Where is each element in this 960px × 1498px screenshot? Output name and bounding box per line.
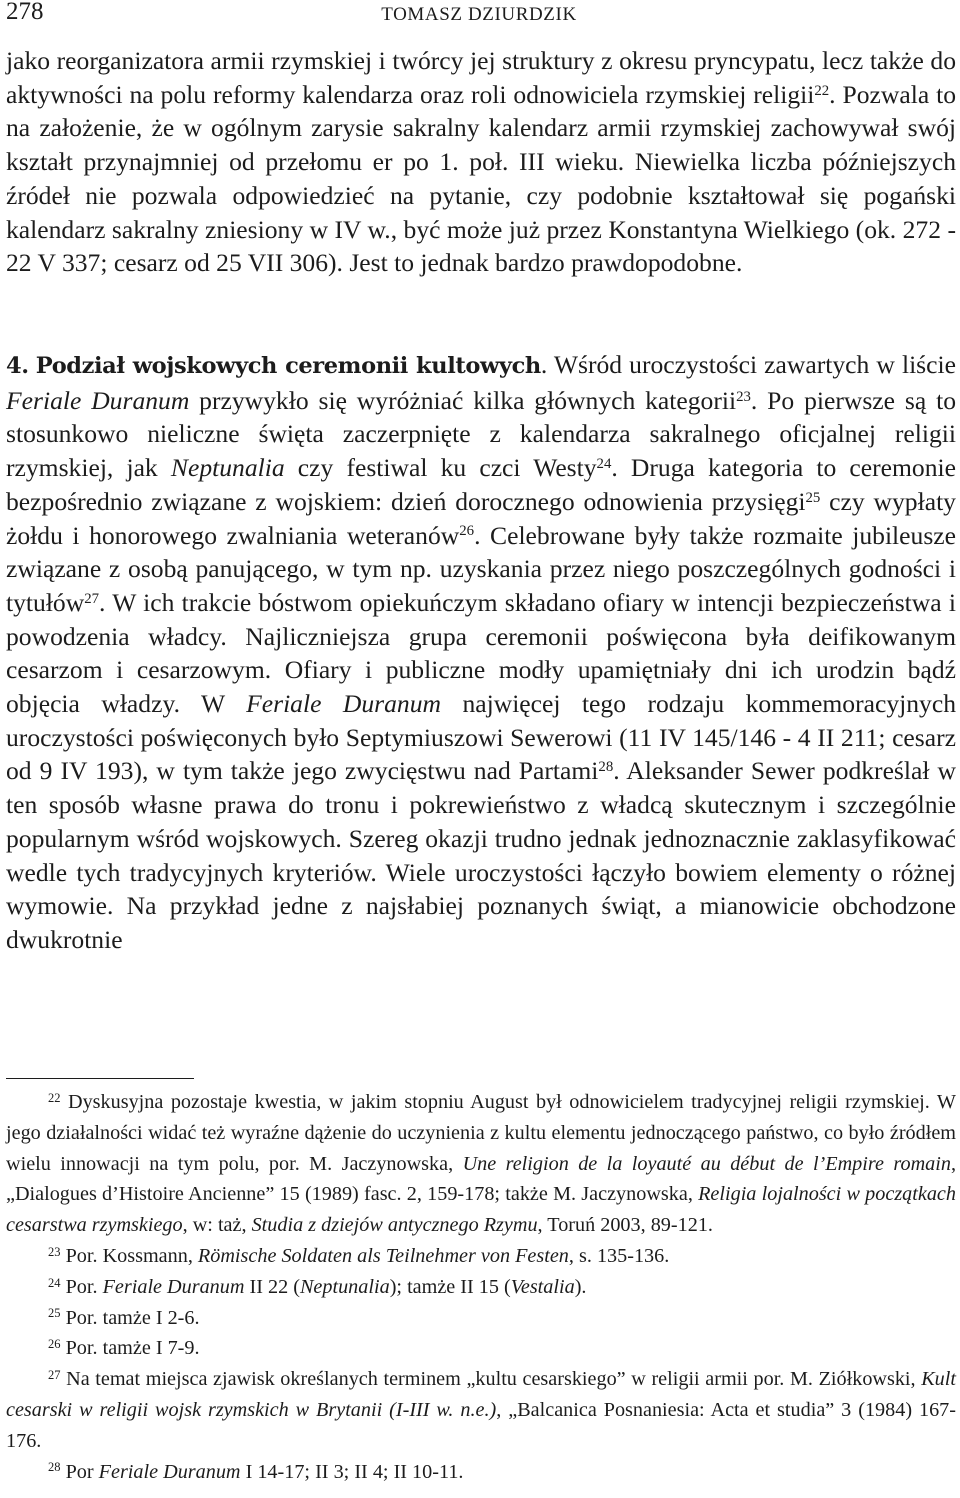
footnote-text: Dyskusyjna pozostaje kwestia, w jakim stopniu August był odnowicielem tradycyjnej religii rzymskiej. W jego działalności widać też wyraźne dążenie do uczynienia z kultu elementu jednoczącego państwo, co było źródłem wielu innowacji na tym polu, por. M. Jaczynowska, — [6, 1091, 956, 1175]
footnote-25 — [6, 1303, 956, 1334]
footnote-text: Por — [60, 1460, 99, 1483]
text-run: . W ich trakcie bóstwom opiekuńczym składano ofiary w intencji bezpieczeństwa i powodzenia władcy. Najliczniejsza grupa ceremonii poświęcona była deifikowanym cesarzom i cesarzowym. Ofiary i publiczne modły upamiętniały dni ich urodzin bądź objęcia władzy. W — [6, 587, 956, 719]
footnote-text: ); tamże II 15 ( — [389, 1275, 511, 1298]
section-number: 4. — [6, 353, 29, 379]
footnote-28 — [6, 1457, 956, 1488]
footnote-text: , w: taż, — [182, 1214, 252, 1237]
running-head-author: TOMASZ DZIURDZIK — [381, 4, 577, 25]
footnote-text: I 14-17; II 3; II 4; II 10-11. — [240, 1460, 464, 1483]
text-run: . Wśród uroczystości zawartych w liście — [540, 350, 956, 379]
footnote-text: Por. tamże I 7-9. — [60, 1337, 200, 1360]
text-run: . Celebrowane były także rozmaite jubileusze związane z osobą panującego, w tym np. uzyskania przez niego poszczególnych godności i tytułów — [6, 520, 956, 617]
italic-title: Feriale Duranum — [246, 689, 441, 719]
footnote-text: Por. — [60, 1275, 103, 1298]
footnote-number: 27 — [48, 1367, 61, 1382]
footnote-text: II 22 ( — [244, 1275, 300, 1298]
footnote-text: Por. tamże I 2-6. — [60, 1306, 200, 1329]
footnote-ref-25[interactable]: 25 — [805, 489, 821, 506]
citation-title: Feriale Duranum — [102, 1275, 245, 1298]
footnotes — [6, 1087, 956, 1487]
citation-title: Römische Soldaten als Teilnehmer von Festen — [197, 1244, 569, 1267]
footnote-separator — [6, 1078, 194, 1079]
text-run: . Pozwala to na założenie, że w ogólnym zarysie sakralny kalendarz armii rzymskiej zachowywał swój kształt przynajmniej od przełomu er po 1. poł. III wieku. Niewielka liczba późniejszych źródeł nie pozwala odpowiedzieć na pytanie, czy podobnie kształtował się pogański kalendarz sakralny zniesiony w IV w., być może już przez Konstantyna Wielkiego (ok. 272 - 22 V 337; cesarz od 25 VII 306). Jest to jednak bardzo prawdopodobne. — [6, 79, 956, 278]
text-run: najwięcej tego rodzaju kommemoracyjnych uroczystości poświęconych było Septymiuszowi Sewerowi (11 IV 145/146 - 4 II 211; cesarz od 9 IV 193), w tym także jego zwycięstwu nad Partami — [6, 689, 957, 786]
footnote-ref-28[interactable]: 28 — [598, 759, 614, 776]
footnote-text: , s. 135-136. — [568, 1244, 670, 1267]
italic-title: Feriale Duranum — [6, 385, 190, 415]
footnote-number: 26 — [48, 1337, 61, 1352]
footnote-ref-24[interactable]: 24 — [596, 455, 612, 472]
footnote-text: , „Balcanica Posnaniesia: Acta et studia” 3 (1984) 167-176. — [6, 1398, 956, 1452]
text-run: czy festiwal ku czci Westy — [284, 453, 597, 483]
footnote-ref-22[interactable]: 22 — [814, 82, 830, 99]
paragraph-1-text — [6, 44, 956, 280]
footnote-number: 28 — [48, 1460, 61, 1475]
text-run: czy wypłaty żołdu i honorowego zwalniania weteranów — [6, 486, 956, 550]
text-run: . Aleksander Sewer podkreślał w ten sposób własne prawa do tronu i pokrewieństwo z władcą skutecznym i szczególnie popularnym wśród wojskowych. Szereg okazji trudno jednak jednoznacznie zaklasyfikować wedle tych tradycyjnych kryteriów. Wiele uroczystości łączyło bowiem elementy o różnej wymowie. Na przykład jedne z najsłabiej poznanych świąt, a mianowicie obchodzone dwukrotnie — [6, 756, 956, 954]
footnote-number: 24 — [48, 1275, 61, 1290]
footnote-24 — [6, 1272, 956, 1303]
section-4-text — [6, 348, 956, 957]
footnote-text: ). — [574, 1275, 587, 1298]
footnote-27 — [6, 1364, 956, 1456]
italic-term: Neptunalia — [170, 453, 285, 483]
text-run: przywykło się wyróżniać kilka głównych kategorii — [189, 385, 737, 415]
text-run: . Druga kategoria to ceremonie bezpośrednio związane z wojskiem: dzień dorocznego odnowienia przysięgi — [6, 453, 956, 516]
citation-title: Studia z dziejów antycznego Rzymu — [251, 1214, 538, 1237]
footnote-text: Por. Kossmann, — [60, 1244, 198, 1267]
footnote-text: , „Dialogues d’Histoire Ancienne” 15 (1989) fasc. 2, 159-178; także M. Jaczynowska, — [6, 1152, 956, 1206]
footnote-number: 23 — [48, 1244, 61, 1259]
text-run: jako reorganizatora armii rzymskiej i twórcy jej struktury z okresu pryncypatu, lecz także do aktywności na polu reformy kalendarza oraz roli odnowiciela rzymskiej religii — [6, 46, 956, 109]
footnote-text: , Toruń 2003, 89-121. — [537, 1214, 713, 1237]
page-number: 278 — [6, 0, 44, 25]
citation-term: Vestalia — [510, 1275, 575, 1298]
footnote-ref-23[interactable]: 23 — [736, 388, 751, 405]
citation-title: Feriale Duranum — [98, 1460, 241, 1483]
citation-term: Neptunalia — [299, 1275, 390, 1298]
citation-title: Religia lojalności w początkach cesarstwa rzymskiego — [6, 1183, 956, 1237]
footnote-ref-26[interactable]: 26 — [459, 523, 475, 540]
section-title: Podział wojskowych ceremonii kultowych — [35, 353, 541, 379]
text-run: . Po pierwsze są to stosunkowo nieliczne święta zaczerpnięte z kalendarza sakralnego oficjalnej religii rzymskiej, jak — [6, 385, 956, 483]
paragraph-1 — [6, 44, 956, 280]
footnote-26 — [6, 1333, 956, 1364]
citation-title: Une religion de la loyauté au début de l’Empire romain — [462, 1152, 951, 1175]
citation-title: Kult cesarski w religii wojsk rzymskich w Brytanii (I-III w. n.e.) — [6, 1368, 956, 1421]
footnote-text: Na temat miejsca zjawisk określanych terminem „kultu cesarskiego” w religii armii por. M. Ziółkowski, — [60, 1368, 922, 1391]
section-4 — [6, 348, 956, 957]
footnote-23 — [6, 1241, 956, 1272]
footnote-number: 25 — [48, 1306, 61, 1321]
page-header — [6, 0, 952, 34]
footnote-ref-27[interactable]: 27 — [84, 590, 100, 607]
footnote-22 — [6, 1087, 956, 1241]
footnote-number: 22 — [48, 1090, 61, 1105]
